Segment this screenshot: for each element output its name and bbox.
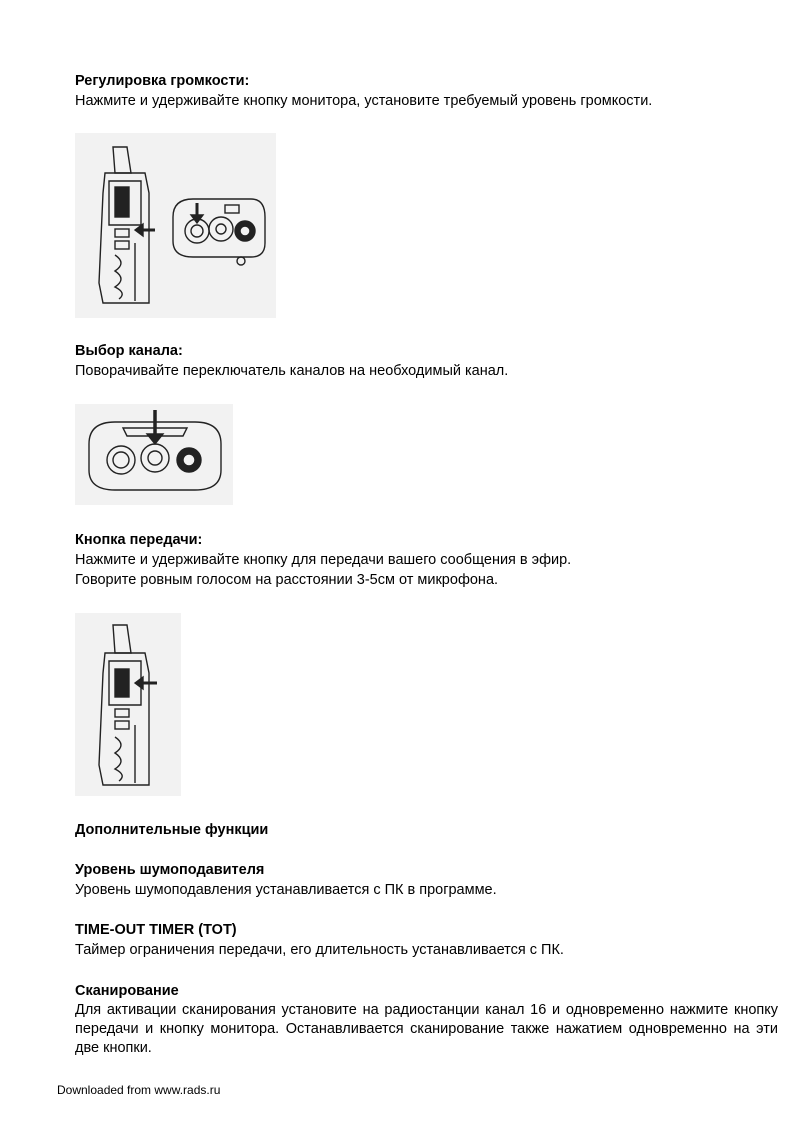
figure-radio-side-ptt [75, 613, 181, 796]
volume-heading: Регулировка громкости: [75, 73, 250, 89]
radio-top-channel-illustration [75, 404, 233, 505]
volume-text: Нажмите и удерживайте кнопку монитора, установите требуемый уровень громкости. [75, 93, 653, 109]
scan-heading: Сканирование [75, 983, 179, 999]
squelch-text: Уровень шумоподавления устанавливается с ПК в программе. [75, 882, 497, 898]
section-scan [75, 981, 778, 1058]
figure-radio-side-and-top [75, 133, 276, 318]
extra-heading: Дополнительные функции [75, 822, 269, 838]
squelch-heading: Уровень шумоподавителя [75, 862, 265, 878]
section-tot [75, 920, 564, 960]
ptt-heading: Кнопка передачи: [75, 532, 203, 548]
tot-heading: TIME-OUT TIMER (TOT) [75, 922, 237, 938]
ptt-text-line-1: Нажмите и удерживайте кнопку для передачи вашего сообщения в эфир. [75, 552, 572, 568]
channel-text: Поворачивайте переключатель каналов на необходимый канал. [75, 363, 509, 379]
section-ptt [75, 530, 571, 590]
section-squelch [75, 860, 497, 900]
tot-text: Таймер ограничения передачи, его длительность устанавливается с ПК. [75, 942, 564, 958]
figure-radio-top-channel [75, 404, 233, 505]
channel-heading: Выбор канала: [75, 343, 183, 359]
scan-text: Для активации сканирования установите на радиостанции канал 16 и одновременно нажмите кнопку передачи и кнопку монитора. Останавливается сканирование также нажатием одновременно на эти две кнопки. [75, 1002, 778, 1056]
ptt-text-line-2: Говорите ровным голосом на расстоянии 3-5см от микрофона. [75, 572, 499, 588]
section-channel [75, 341, 508, 381]
radio-side-top-illustration [75, 133, 276, 318]
section-volume [75, 71, 652, 111]
section-extra [75, 820, 268, 840]
footer-source: Downloaded from www.rads.ru [57, 1083, 221, 1097]
radio-side-ptt-illustration [75, 613, 181, 796]
